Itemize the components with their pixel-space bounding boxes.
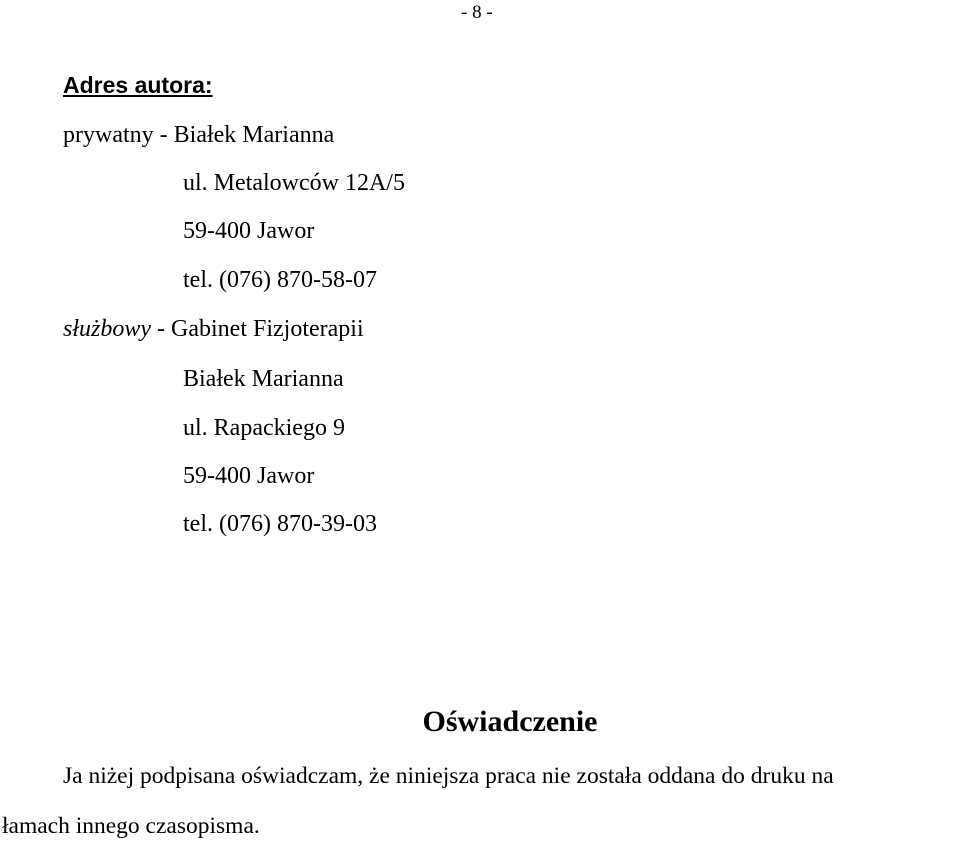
work-city: 59-400 Jawor: [183, 463, 315, 489]
private-city: 59-400 Jawor: [183, 218, 315, 244]
statement-text-line-2: łamach innego czasopisma.: [2, 813, 260, 839]
author-address-heading: Adres autora:: [63, 72, 213, 98]
work-owner: Białek Marianna: [183, 366, 344, 392]
private-address-line: [63, 123, 334, 147]
work-separator: -: [151, 316, 172, 342]
work-address-line: [63, 317, 364, 341]
private-separator: -: [153, 122, 174, 148]
work-phone: tel. (076) 870-39-03: [183, 511, 377, 537]
statement-title: Oświadczenie: [422, 705, 598, 738]
work-name: Gabinet Fizjoterapii: [171, 316, 364, 342]
page-number: - 8 -: [461, 2, 493, 23]
private-name: Białek Marianna: [173, 122, 335, 148]
work-street: ul. Rapackiego 9: [183, 415, 345, 441]
private-street: ul. Metalowców 12A/5: [183, 170, 405, 196]
private-label: prywatny: [63, 122, 154, 148]
statement-text-line-1: Ja niżej podpisana oświadczam, że niniejsza praca nie została oddana do druku na: [63, 763, 834, 789]
work-label: służbowy: [63, 316, 152, 342]
private-phone: tel. (076) 870-58-07: [183, 267, 377, 293]
